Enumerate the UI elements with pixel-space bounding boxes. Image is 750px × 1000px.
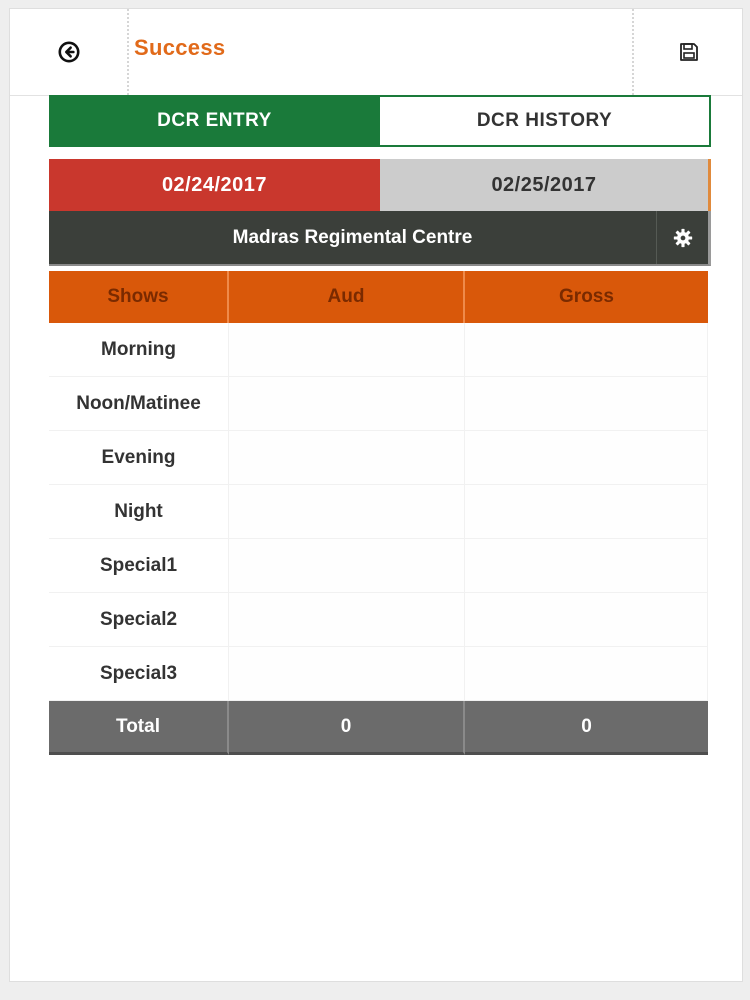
table-row: [49, 431, 708, 485]
venue-settings-button[interactable]: [656, 211, 709, 264]
column-header-gross: Gross: [465, 271, 708, 323]
gross-input[interactable]: [465, 647, 708, 701]
gross-input[interactable]: [465, 323, 708, 377]
gear-icon: [672, 227, 694, 249]
table-row: [49, 323, 708, 377]
top-bar: [10, 9, 742, 96]
show-name: Night: [49, 485, 229, 539]
column-header-shows: Shows: [49, 271, 229, 323]
gross-input[interactable]: [465, 431, 708, 485]
dcr-tabs: [49, 95, 711, 147]
total-gross: 0: [465, 701, 708, 755]
save-button[interactable]: [632, 9, 744, 95]
gross-input[interactable]: [465, 377, 708, 431]
save-icon: [677, 40, 701, 64]
aud-input[interactable]: [229, 647, 465, 701]
page-title: Success: [134, 35, 226, 60]
table-header: [49, 271, 708, 323]
show-name: Special2: [49, 593, 229, 647]
show-name: Morning: [49, 323, 229, 377]
total-label: Total: [49, 701, 229, 755]
gross-input[interactable]: [465, 485, 708, 539]
gross-input[interactable]: [465, 593, 708, 647]
aud-input[interactable]: [229, 377, 465, 431]
date-selector: [49, 159, 711, 211]
table-row: [49, 647, 708, 701]
show-name: Noon/Matinee: [49, 377, 229, 431]
dcr-table: [49, 271, 708, 755]
table-row: [49, 593, 708, 647]
column-header-aud: Aud: [229, 271, 465, 323]
tab-dcr-history[interactable]: DCR HISTORY: [380, 95, 711, 147]
back-arrow-icon: [56, 39, 82, 65]
tab-dcr-entry[interactable]: DCR ENTRY: [49, 95, 380, 147]
show-name: Special1: [49, 539, 229, 593]
aud-input[interactable]: [229, 431, 465, 485]
table-row: [49, 377, 708, 431]
date-tab-next[interactable]: 02/25/2017: [380, 159, 711, 211]
aud-input[interactable]: [229, 323, 465, 377]
back-button[interactable]: [10, 9, 129, 95]
aud-input[interactable]: [229, 539, 465, 593]
total-row: [49, 701, 708, 755]
show-name: Evening: [49, 431, 229, 485]
show-name: Special3: [49, 647, 229, 701]
date-tab-selected[interactable]: 02/24/2017: [49, 159, 380, 211]
venue-name: Madras Regimental Centre: [232, 226, 473, 248]
aud-input[interactable]: [229, 593, 465, 647]
gross-input[interactable]: [465, 539, 708, 593]
table-row: [49, 485, 708, 539]
aud-input[interactable]: [229, 485, 465, 539]
app-frame: [9, 8, 743, 982]
venue-bar: [49, 211, 711, 266]
total-aud: 0: [229, 701, 465, 755]
table-row: [49, 539, 708, 593]
